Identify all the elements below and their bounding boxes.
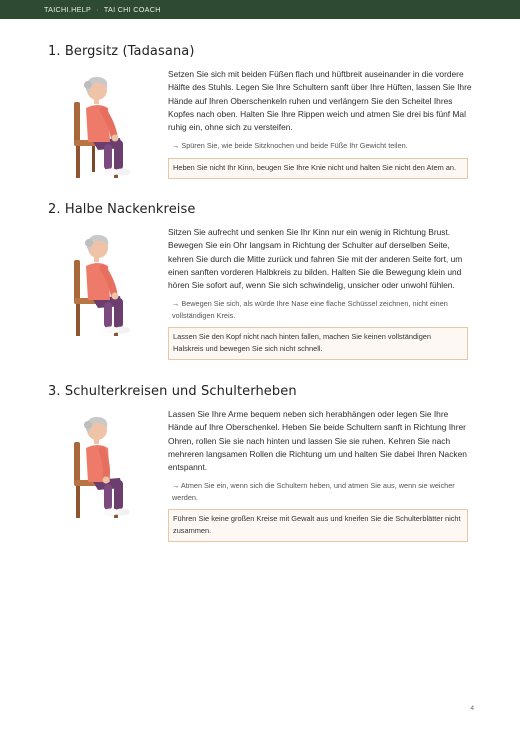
seated-woman-illustration [48, 408, 168, 520]
warning-box: Heben Sie nicht Ihr Kinn, beugen Sie Ihre Knie nicht und halten Sie nicht den Atem an. [168, 158, 468, 179]
exercise-instructions: Setzen Sie sich mit beiden Füßen flach und hüftbreit auseinander in die vordere Hälfte des Stuhls. Legen Sie Ihre Schultern sanft über Ihre Hüften, lassen Sie Ihre Hände auf Ihren Oberschenkeln ruhen und verlängern Sie den Scheitel Ihres Kopfes nach oben. Halten Sie Ihre Rippen weich und atmen Sie drei bis fünf Mal ruhig ein, ohne sich zu versteifen. [168, 69, 472, 133]
exercise-instructions: Lassen Sie Ihre Arme bequem neben sich herabhängen oder legen Sie Ihre Hände auf Ihre Oberschenkel. Heben Sie beide Schultern sanft in Richtung Ihrer Ohren, rollen Sie sie nach hinten und lassen Sie sie ruhen. Kehren Sie nach mehreren langsamen Rollen die Richtung um und halten Sie dabei Ihren Nacken entspannt. [168, 409, 467, 473]
warning-box: Lassen Sie den Kopf nicht nach hinten fallen, machen Sie keinen vollständigen Halskreis und bewegen Sie sich nicht schnell. [168, 327, 468, 360]
warning-box: Führen Sie keine großen Kreise mit Gewalt aus und kneifen Sie die Schulterblätter nicht zusammen. [168, 509, 468, 542]
section-heading: 3. Schulterkreisen und Schulterheben [48, 384, 297, 399]
seated-woman-illustration [48, 68, 168, 180]
exercise-tip: → Bewegen Sie sich, als würde Ihre Nase eine flache Schüssel zeichnen, nicht einen vollständigen Kreis. [172, 299, 448, 320]
exercise-section-2 [48, 202, 478, 360]
exercise-section-1 [48, 44, 478, 180]
header-separator: · [96, 5, 99, 14]
exercise-instructions: Sitzen Sie aufrecht und senken Sie Ihr Kinn nur ein wenig in Richtung Brust. Bewegen Sie ein Ohr langsam in Richtung der Schulter auf derselben Seite, kehren Sie durch die Mitte zurück und fahren Sie mit der anderen Seite fort, um einen sanften vorderen Halbkreis zu bilden. Halten Sie die Bewegung klein und hören Sie sofort auf, wenn Sie sich schwindelig, unsicher oder unwohl fühlen. [168, 227, 463, 291]
exercise-section-3 [48, 384, 478, 542]
exercise-tip: → Atmen Sie ein, wenn sich die Schultern heben, und atmen Sie aus, wenn sie weicher werden. [172, 481, 455, 502]
brand-name: TAICHI.HELP [44, 5, 92, 14]
seated-woman-illustration [48, 226, 168, 338]
section-heading: 2. Halbe Nackenkreise [48, 202, 196, 217]
section-heading: 1. Bergsitz (Tadasana) [48, 44, 195, 59]
top-header-bar [0, 0, 520, 19]
header-title: TAI CHI COACH [103, 5, 161, 14]
exercise-tip: → Spüren Sie, wie beide Sitzknochen und beide Füße Ihr Gewicht teilen. [172, 141, 408, 151]
page-number: 4 [470, 705, 474, 712]
